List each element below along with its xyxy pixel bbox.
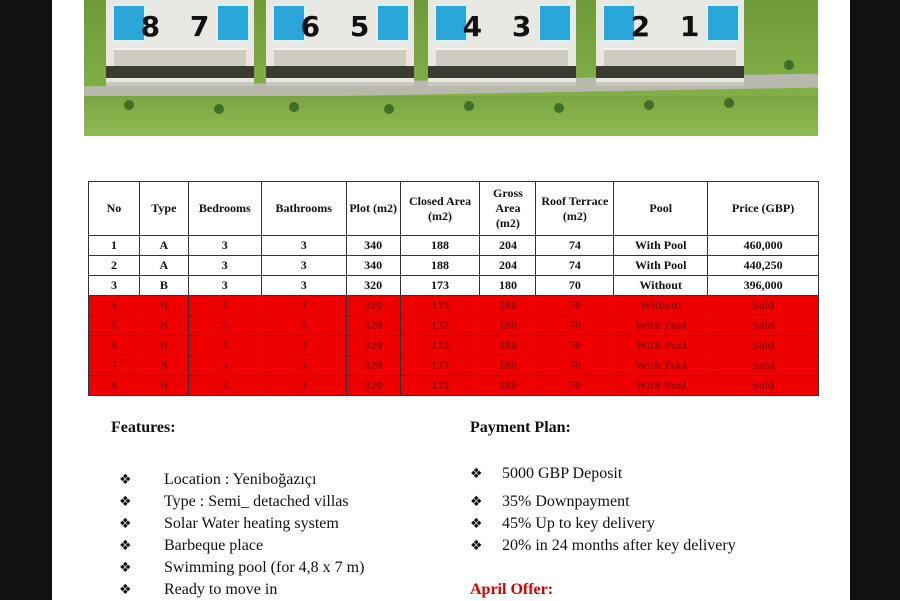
diamond-bullet-icon: ❖	[119, 494, 132, 510]
tree-icon	[464, 101, 474, 111]
table-row-sold	[89, 336, 819, 356]
table-header-row	[89, 182, 819, 236]
payment-item-text: 20% in 24 months after key delivery	[502, 537, 736, 554]
diamond-bullet-icon: ❖	[119, 516, 132, 532]
payment-plan-title: Payment Plan:	[470, 419, 571, 436]
cell-gross: 180	[480, 356, 536, 376]
villa-shadow	[428, 66, 576, 78]
features-title: Features:	[111, 419, 176, 436]
features-list-item	[111, 557, 471, 579]
cell-bedrooms: 3	[188, 296, 261, 316]
cell-closed: 173	[400, 376, 480, 396]
cell-bedrooms: 3	[188, 336, 261, 356]
cell-pool: With Pool	[614, 376, 708, 396]
features-item-text: Location : Yeniboğazıçı	[164, 471, 317, 488]
cell-type: B	[139, 376, 188, 396]
cell-plot: 320	[346, 336, 400, 356]
cell-pool: Without	[614, 276, 708, 296]
tree-icon	[214, 104, 224, 114]
cell-pool: Without	[614, 296, 708, 316]
tree-icon	[554, 103, 564, 113]
table-row	[89, 236, 819, 256]
cell-price: 460,000	[708, 236, 819, 256]
cell-plot: 340	[346, 236, 400, 256]
aerial-render-image	[84, 0, 818, 136]
cell-type: B	[139, 336, 188, 356]
cell-closed: 173	[400, 356, 480, 376]
left-black-border	[0, 0, 52, 600]
cell-bathrooms: 3	[261, 316, 346, 336]
cell-roof: 70	[536, 356, 614, 376]
cell-closed: 188	[400, 256, 480, 276]
header-plot: Plot (m2)	[346, 182, 400, 236]
payment-plan-list	[462, 463, 822, 557]
cell-pool: With Pool	[614, 336, 708, 356]
tree-icon	[384, 104, 394, 114]
right-black-border	[850, 0, 900, 600]
cell-roof: 70	[536, 336, 614, 356]
cell-plot: 320	[346, 316, 400, 336]
cell-plot: 320	[346, 276, 400, 296]
payment-item-text: 45% Up to key delivery	[502, 515, 655, 532]
header-closed-area: Closed Area (m2)	[400, 182, 480, 236]
features-item-text: Solar Water heating system	[164, 515, 339, 532]
cell-type: A	[139, 256, 188, 276]
cell-no: 2	[89, 256, 140, 276]
villa-block-4-3	[428, 0, 576, 86]
diamond-bullet-icon: ❖	[119, 472, 132, 488]
cell-type: B	[139, 356, 188, 376]
cell-closed: 173	[400, 336, 480, 356]
header-no: No	[89, 182, 140, 236]
features-list-item	[111, 579, 471, 601]
payment-list-item	[462, 513, 822, 535]
header-gross-area: Gross Area (m2)	[480, 182, 536, 236]
cell-gross: 180	[480, 376, 536, 396]
cell-bathrooms: 3	[261, 236, 346, 256]
cell-pool: With Pool	[614, 356, 708, 376]
render-grass	[84, 96, 818, 136]
villa-shadow	[266, 66, 414, 78]
payment-item-text: 5000 GBP Deposit	[502, 465, 623, 482]
cell-gross: 180	[480, 276, 536, 296]
villa-number-label: 8 7	[140, 10, 220, 43]
cell-roof: 70	[536, 316, 614, 336]
header-type: Type	[139, 182, 188, 236]
features-item-text: Swimming pool (for 4,8 x 7 m)	[164, 559, 365, 576]
villa-shadow	[106, 66, 254, 78]
cell-no: 4	[89, 296, 140, 316]
cell-closed: 173	[400, 276, 480, 296]
cell-plot: 320	[346, 356, 400, 376]
features-list	[111, 469, 471, 601]
cell-no: 5	[89, 316, 140, 336]
cell-no: 1	[89, 236, 140, 256]
villa-number-label: 6 5	[300, 10, 380, 43]
cell-gross: 180	[480, 296, 536, 316]
cell-type: A	[139, 236, 188, 256]
diamond-bullet-icon: ❖	[119, 582, 132, 598]
header-bedrooms: Bedrooms	[188, 182, 261, 236]
features-item-text: Ready to move in	[164, 581, 278, 598]
cell-bedrooms: 3	[188, 356, 261, 376]
villa-number-label: 4 3	[462, 10, 542, 43]
villa-roof	[436, 48, 568, 68]
diamond-bullet-icon: ❖	[470, 466, 483, 482]
cell-price: Sold	[708, 376, 819, 396]
table-row	[89, 256, 819, 276]
cell-closed: 188	[400, 236, 480, 256]
cell-type: B	[139, 316, 188, 336]
payment-list-item	[462, 491, 822, 513]
cell-gross: 180	[480, 316, 536, 336]
cell-type: B	[139, 296, 188, 316]
diamond-bullet-icon: ❖	[119, 560, 132, 576]
cell-pool: With Pool	[614, 256, 708, 276]
cell-bedrooms: 3	[188, 236, 261, 256]
header-roof-terrace: Roof Terrace (m2)	[536, 182, 614, 236]
cell-roof: 70	[536, 276, 614, 296]
features-list-item	[111, 491, 471, 513]
table-row	[89, 276, 819, 296]
payment-list-item	[462, 535, 822, 557]
villa-shadow	[596, 66, 744, 78]
diamond-bullet-icon: ❖	[470, 538, 483, 554]
cell-bathrooms: 3	[261, 376, 346, 396]
table-row-sold	[89, 376, 819, 396]
cell-no: 3	[89, 276, 140, 296]
cell-pool: With Pool	[614, 316, 708, 336]
cell-bathrooms: 3	[261, 276, 346, 296]
table-row-sold	[89, 356, 819, 376]
tree-icon	[784, 60, 794, 70]
cell-bathrooms: 3	[261, 296, 346, 316]
villa-roof	[604, 48, 736, 68]
villa-number-label: 2 1	[630, 10, 710, 43]
features-list-item	[111, 513, 471, 535]
diamond-bullet-icon: ❖	[119, 538, 132, 554]
cell-gross: 180	[480, 336, 536, 356]
villa-block-6-5	[266, 0, 414, 86]
cell-no: 6	[89, 336, 140, 356]
features-list-item	[111, 469, 471, 491]
header-price: Price (GBP)	[708, 182, 819, 236]
cell-roof: 70	[536, 296, 614, 316]
table-row-sold	[89, 296, 819, 316]
cell-closed: 173	[400, 316, 480, 336]
cell-roof: 74	[536, 256, 614, 276]
tree-icon	[289, 102, 299, 112]
cell-bathrooms: 3	[261, 336, 346, 356]
tree-icon	[724, 98, 734, 108]
header-pool: Pool	[614, 182, 708, 236]
diamond-bullet-icon: ❖	[470, 494, 483, 510]
cell-price: Sold	[708, 336, 819, 356]
payment-item-text: 35% Downpayment	[502, 493, 630, 510]
villa-roof	[114, 48, 246, 68]
cell-price: Sold	[708, 316, 819, 336]
tree-icon	[124, 100, 134, 110]
cell-plot: 340	[346, 256, 400, 276]
cell-no: 8	[89, 376, 140, 396]
cell-price: 440,250	[708, 256, 819, 276]
cell-roof: 74	[536, 236, 614, 256]
villa-block-8-7	[106, 0, 254, 86]
cell-bedrooms: 3	[188, 256, 261, 276]
header-bathrooms: Bathrooms	[261, 182, 346, 236]
cell-gross: 204	[480, 236, 536, 256]
april-offer-title: April Offer:	[470, 581, 554, 598]
cell-pool: With Pool	[614, 236, 708, 256]
cell-type: B	[139, 276, 188, 296]
cell-plot: 320	[346, 376, 400, 396]
cell-bedrooms: 3	[188, 316, 261, 336]
diamond-bullet-icon: ❖	[470, 516, 483, 532]
tree-icon	[644, 100, 654, 110]
cell-price: 396,000	[708, 276, 819, 296]
payment-list-item	[462, 463, 822, 485]
villa-roof	[274, 48, 406, 68]
features-list-item	[111, 535, 471, 557]
cell-price: Sold	[708, 356, 819, 376]
table-row-sold	[89, 316, 819, 336]
cell-bathrooms: 3	[261, 356, 346, 376]
cell-plot: 320	[346, 296, 400, 316]
features-item-text: Barbeque place	[164, 537, 264, 554]
cell-bathrooms: 3	[261, 256, 346, 276]
cell-gross: 204	[480, 256, 536, 276]
brochure-page	[52, 0, 850, 600]
cell-bedrooms: 3	[188, 276, 261, 296]
units-price-table	[88, 181, 819, 396]
cell-bedrooms: 3	[188, 376, 261, 396]
villa-block-2-1	[596, 0, 744, 86]
cell-no: 7	[89, 356, 140, 376]
features-item-text: Type : Semi_ detached villas	[164, 493, 349, 510]
cell-closed: 173	[400, 296, 480, 316]
cell-roof: 70	[536, 376, 614, 396]
cell-price: Sold	[708, 296, 819, 316]
